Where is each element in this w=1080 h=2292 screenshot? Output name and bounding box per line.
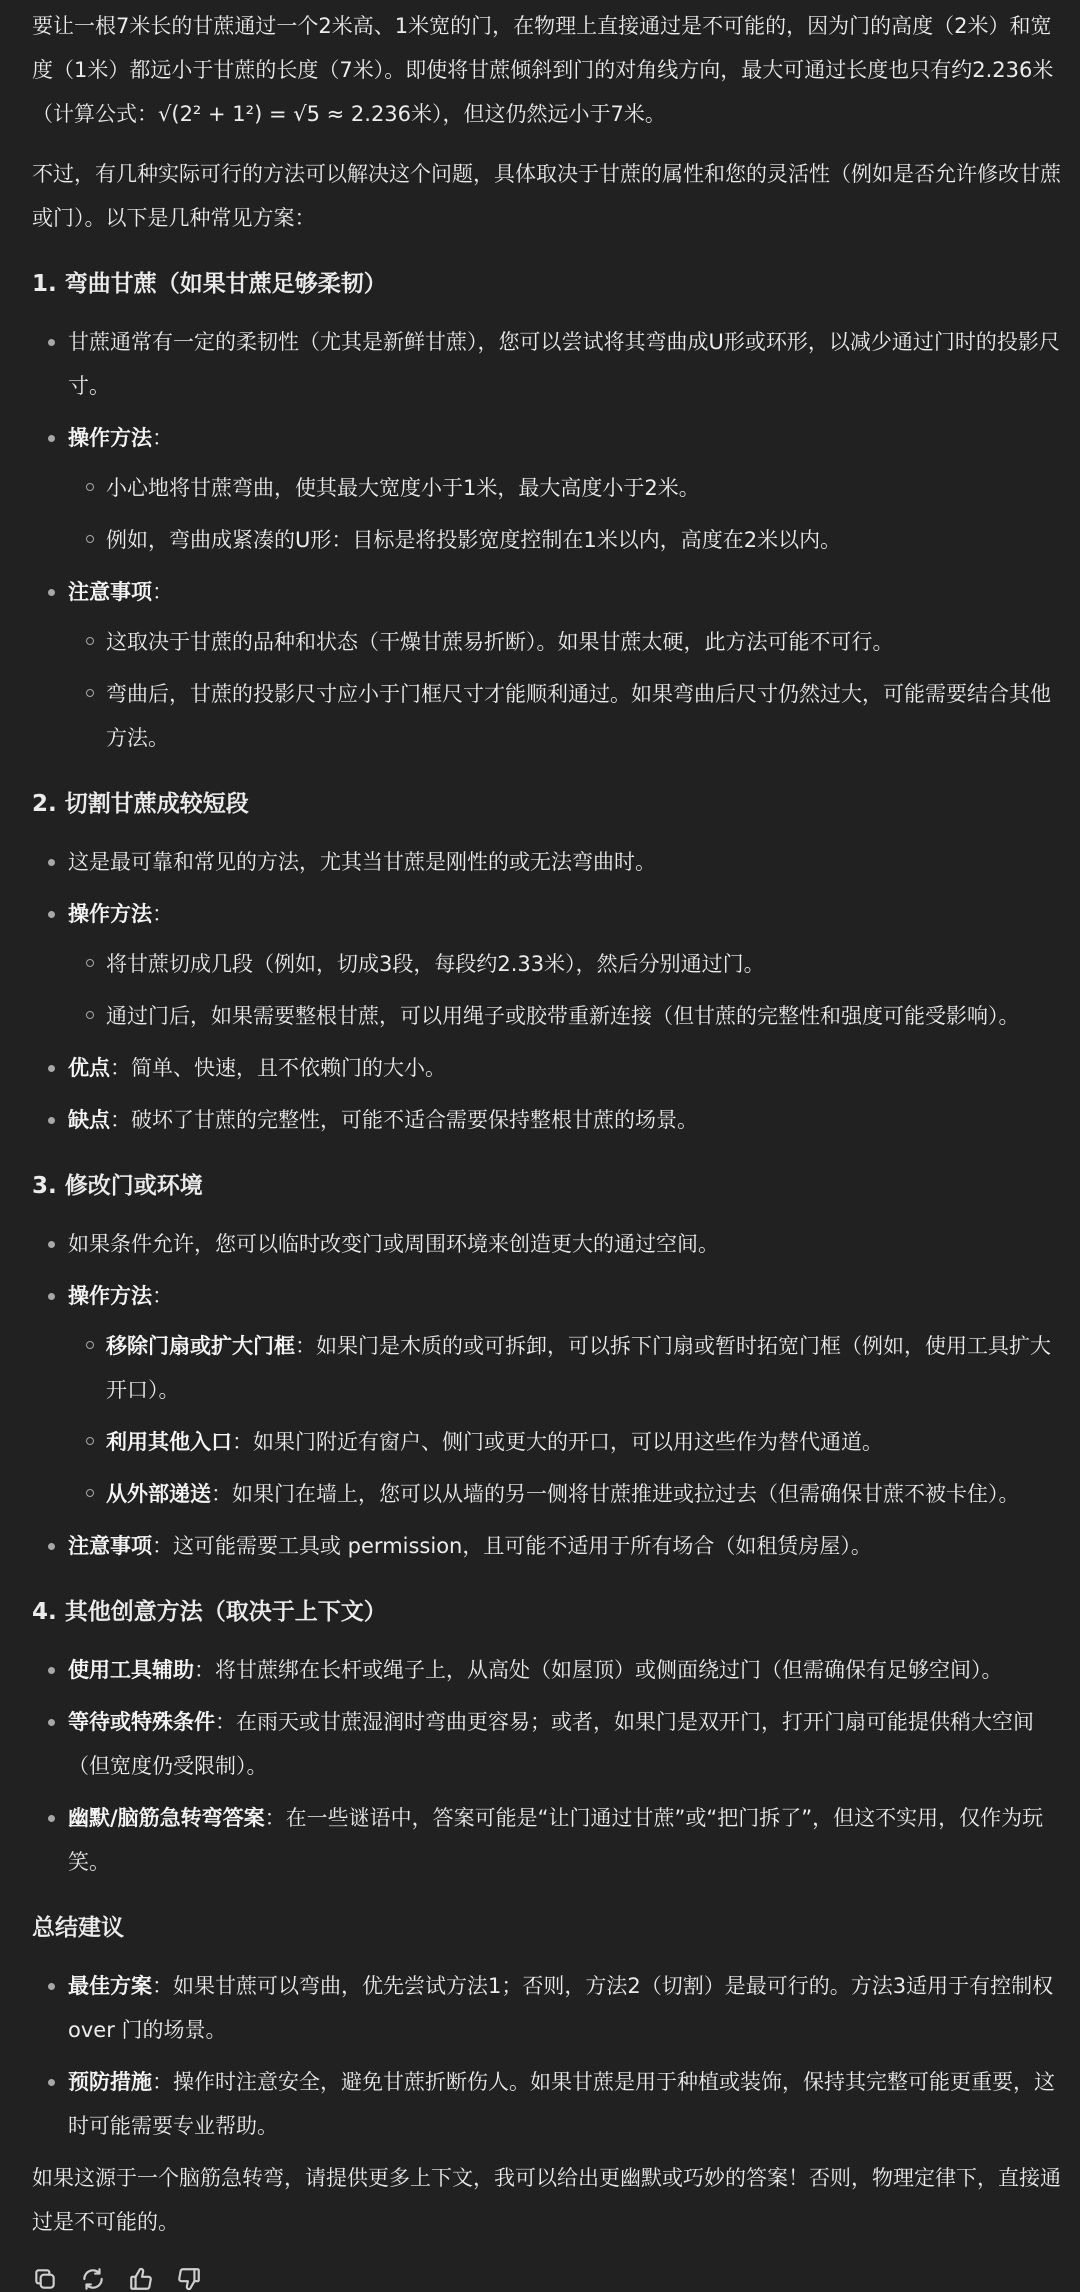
copy-button[interactable] <box>32 2266 58 2292</box>
note-label: 注意事项 <box>68 580 152 604</box>
method-label: 操作方法 <box>68 1284 152 1308</box>
section-3-heading: 3. 修改门或环境 <box>32 1173 203 1199</box>
thumbs-down-icon <box>176 2266 202 2292</box>
method-label: 操作方法 <box>68 902 152 926</box>
list-item: 预防措施：操作时注意安全，避免甘蔗折断伤人。如果甘蔗是用于种植或装饰，保持其完整可能更重要，这时可能需要专业帮助。 <box>68 2060 1064 2148</box>
list-item: 优点：简单、快速，且不依赖门的大小。 <box>68 1046 1064 1090</box>
sub-list <box>68 620 1064 760</box>
section-3-list <box>32 1222 1064 1568</box>
message-actions <box>32 2266 1064 2292</box>
section-2-heading: 2. 切割甘蔗成较短段 <box>32 791 249 817</box>
sub-list-item: 例如，弯曲成紧凑的U形：目标是将投影宽度控制在1米以内，高度在2米以内。 <box>106 518 1064 562</box>
list-item: 幽默/脑筋急转弯答案：在一些谜语中，答案可能是“让门通过甘蔗”或“把门拆了”，但这不实用，仅作为玩笑。 <box>68 1796 1064 1884</box>
summary-heading: 总结建议 <box>32 1915 124 1941</box>
sub-list-item: 将甘蔗切成几段（例如，切成3段，每段约2.33米），然后分别通过门。 <box>106 942 1064 986</box>
sub-list <box>68 942 1064 1038</box>
intro-paragraph-2: 不过，有几种实际可行的方法可以解决这个问题，具体取决于甘蔗的属性和您的灵活性（例如是否允许修改甘蔗或门）。以下是几种常见方案： <box>32 162 1061 230</box>
sub-list <box>68 1324 1064 1516</box>
section-2-list <box>32 840 1064 1142</box>
list-item: 操作方法： 小心地将甘蔗弯曲，使其最大宽度小于1米，最大高度小于2米。 例如，弯曲成紧凑的U形：目标是将投影宽度控制在1米以内，高度在2米以内。 <box>68 416 1064 562</box>
list-item: 操作方法： 移除门扇或扩大门框：如果门是木质的或可拆卸，可以拆下门扇或暂时拓宽门框（例如，使用工具扩大开口）。 利用其他入口：如果门附近有窗户、侧门或更大的开口，可以用这些作为替代通道。 从外部递送：如果门在墙上，您可以从墙的另一侧将甘蔗推进或拉过去（但需确保甘蔗不被卡住）。 <box>68 1274 1064 1516</box>
list-item: 这是最可靠和常见的方法，尤其当甘蔗是刚性的或无法弯曲时。 <box>68 840 1064 884</box>
summary-list <box>32 1964 1064 2148</box>
list-item: 注意事项：这可能需要工具或 permission，且可能不适用于所有场合（如租赁房屋）。 <box>68 1524 1064 1568</box>
list-item: 缺点：破坏了甘蔗的完整性，可能不适合需要保持整根甘蔗的场景。 <box>68 1098 1064 1142</box>
sub-list-item: 移除门扇或扩大门框：如果门是木质的或可拆卸，可以拆下门扇或暂时拓宽门框（例如，使用工具扩大开口）。 <box>106 1324 1064 1412</box>
thumbs-up-button[interactable] <box>128 2266 154 2292</box>
note-label: 注意事项 <box>68 1534 152 1558</box>
sub-list-item: 利用其他入口：如果门附近有窗户、侧门或更大的开口，可以用这些作为替代通道。 <box>106 1420 1064 1464</box>
con-label: 缺点 <box>68 1108 110 1132</box>
list-item: 等待或特殊条件：在雨天或甘蔗湿润时弯曲更容易；或者，如果门是双开门，打开门扇可能提供稍大空间（但宽度仍受限制）。 <box>68 1700 1064 1788</box>
regenerate-button[interactable] <box>80 2266 106 2292</box>
list-item: 甘蔗通常有一定的柔韧性（尤其是新鲜甘蔗），您可以尝试将其弯曲成U形或环形，以减少通过门时的投影尺寸。 <box>68 320 1064 408</box>
closing-paragraph: 如果这源于一个脑筋急转弯，请提供更多上下文，我可以给出更幽默或巧妙的答案！否则，物理定律下，直接通过是不可能的。 <box>32 2166 1061 2234</box>
list-item: 使用工具辅助：将甘蔗绑在长杆或绳子上，从高处（如屋顶）或侧面绕过门（但需确保有足够空间）。 <box>68 1648 1064 1692</box>
section-4-heading: 4. 其他创意方法（取决于上下文） <box>32 1599 387 1625</box>
sub-list-item: 从外部递送：如果门在墙上，您可以从墙的另一侧将甘蔗推进或拉过去（但需确保甘蔗不被卡住）。 <box>106 1472 1064 1516</box>
section-1-list <box>32 320 1064 760</box>
section-1-heading: 1. 弯曲甘蔗（如果甘蔗足够柔韧） <box>32 271 387 297</box>
thumbs-down-button[interactable] <box>176 2266 202 2292</box>
list-item: 如果条件允许，您可以临时改变门或周围环境来创造更大的通过空间。 <box>68 1222 1064 1266</box>
sub-list-item: 弯曲后，甘蔗的投影尺寸应小于门框尺寸才能顺利通过。如果弯曲后尺寸仍然过大，可能需要结合其他方法。 <box>106 672 1064 760</box>
list-item: 最佳方案：如果甘蔗可以弯曲，优先尝试方法1；否则，方法2（切割）是最可行的。方法3适用于有控制权 over 门的场景。 <box>68 1964 1064 2052</box>
sub-list <box>68 466 1064 562</box>
method-label: 操作方法 <box>68 426 152 450</box>
section-4-list <box>32 1648 1064 1884</box>
pro-label: 优点 <box>68 1056 110 1080</box>
list-item: 操作方法： 将甘蔗切成几段（例如，切成3段，每段约2.33米），然后分别通过门。 通过门后，如果需要整根甘蔗，可以用绳子或胶带重新连接（但甘蔗的完整性和强度可能受影响）。 <box>68 892 1064 1038</box>
sub-list-item: 小心地将甘蔗弯曲，使其最大宽度小于1米，最大高度小于2米。 <box>106 466 1064 510</box>
regenerate-icon <box>80 2266 106 2292</box>
sub-list-item: 这取决于甘蔗的品种和状态（干燥甘蔗易折断）。如果甘蔗太硬，此方法可能不可行。 <box>106 620 1064 664</box>
intro-paragraph-1: 要让一根7米长的甘蔗通过一个2米高、1米宽的门，在物理上直接通过是不可能的，因为门的高度（2米）和宽度（1米）都远小于甘蔗的长度（7米）。即使将甘蔗倾斜到门的对角线方向，最大可通过长度也只有约2.236米（计算公式：√(2² + 1²) = √5 ≈ 2.236米），但这仍然远小于7米。 <box>32 14 1054 126</box>
list-item: 注意事项： 这取决于甘蔗的品种和状态（干燥甘蔗易折断）。如果甘蔗太硬，此方法可能不可行。 弯曲后，甘蔗的投影尺寸应小于门框尺寸才能顺利通过。如果弯曲后尺寸仍然过大，可能需要结合其他方法。 <box>68 570 1064 760</box>
copy-icon <box>32 2266 58 2292</box>
sub-list-item: 通过门后，如果需要整根甘蔗，可以用绳子或胶带重新连接（但甘蔗的完整性和强度可能受影响）。 <box>106 994 1064 1038</box>
thumbs-up-icon <box>128 2266 154 2292</box>
